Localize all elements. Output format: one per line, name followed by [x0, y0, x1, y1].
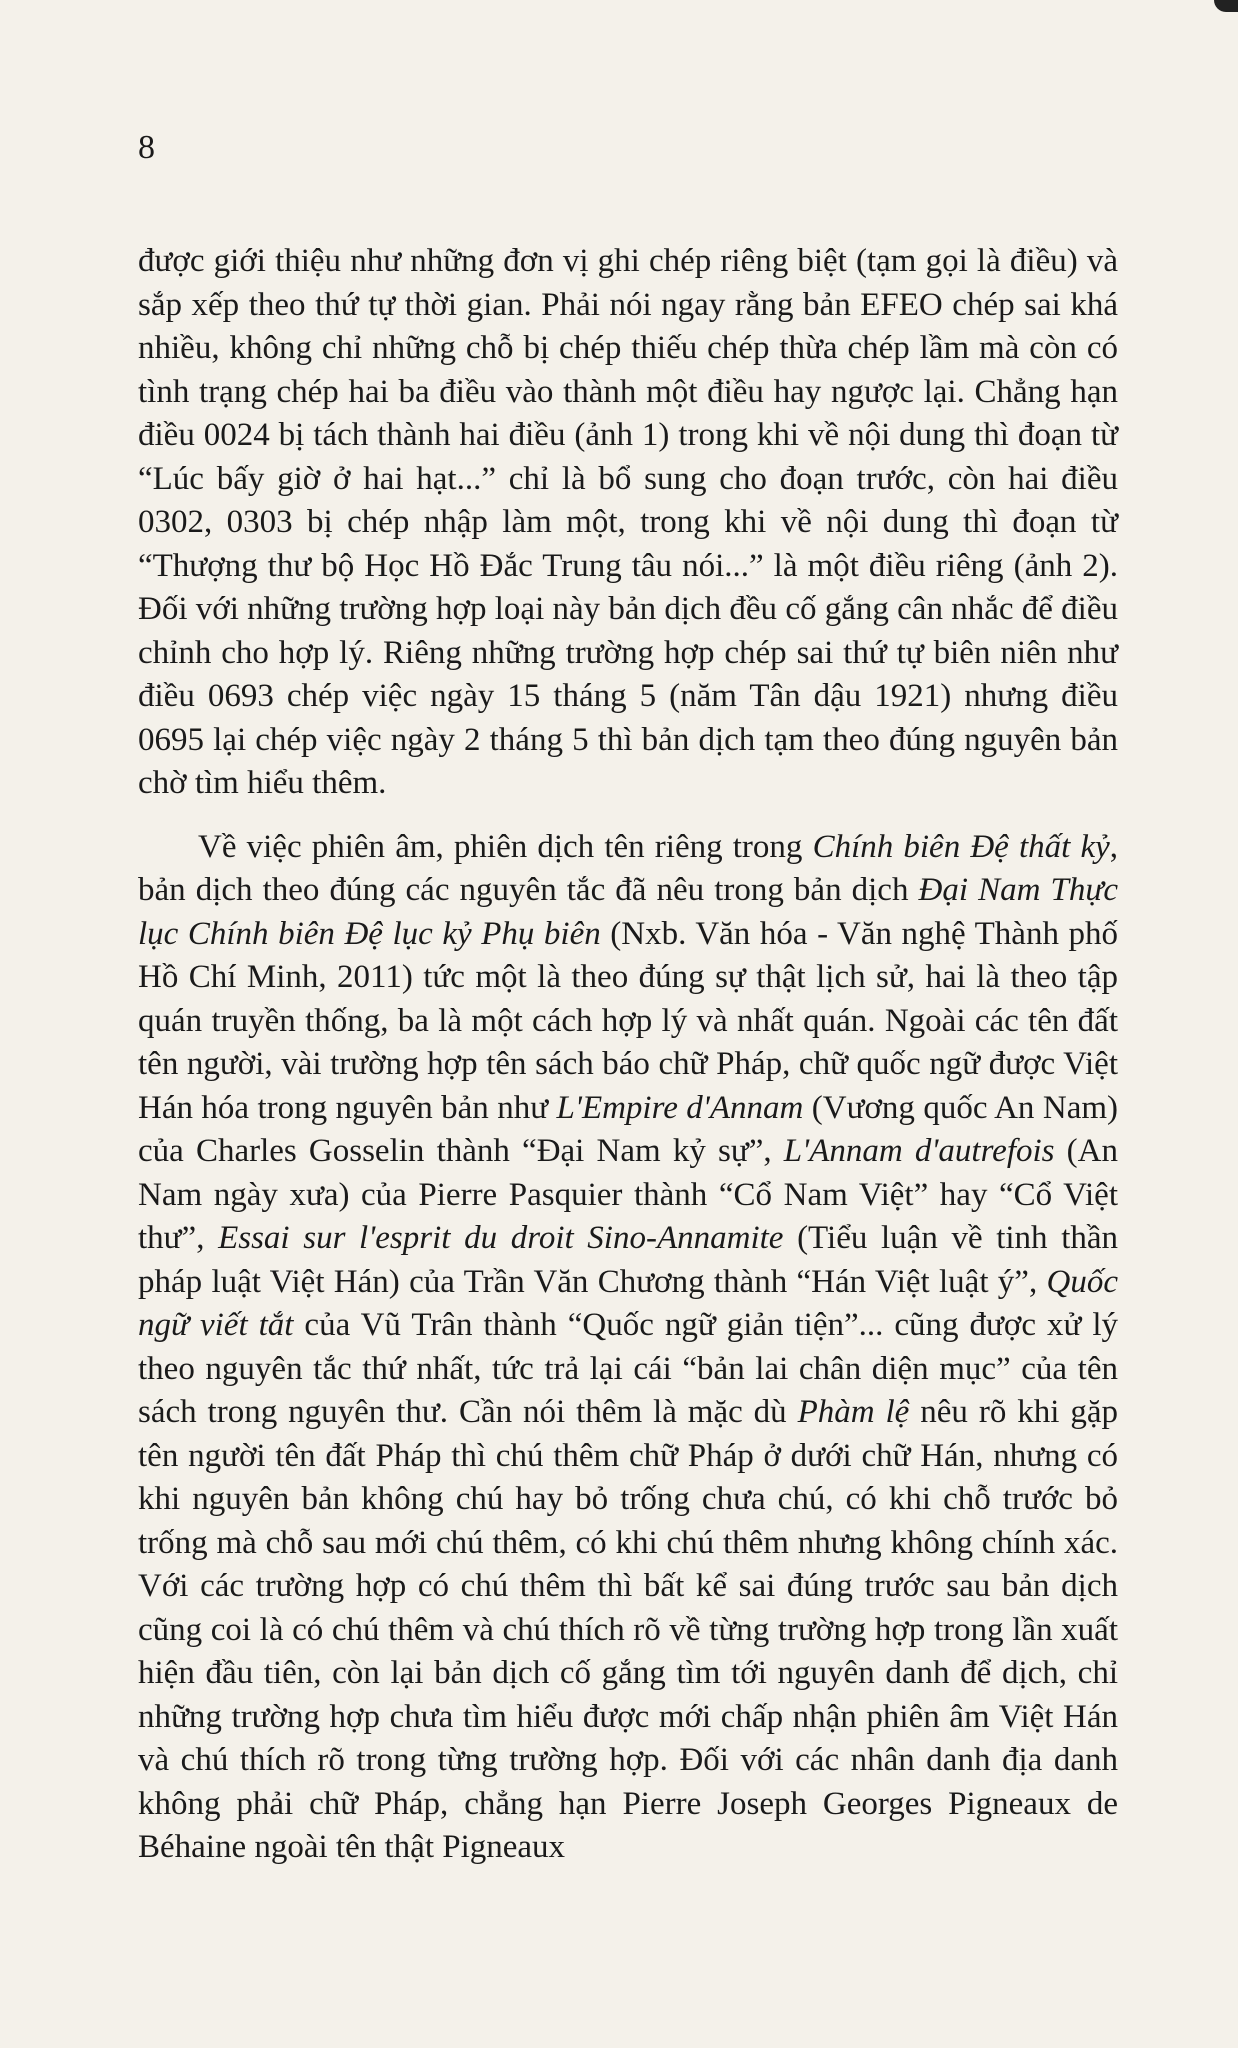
italic-title-text: Chính biên Đệ thất kỷ [812, 828, 1110, 865]
body-text-run: (Tiểu luận về tinh thần pháp luật Việt Hán) của Trần Văn Chương thành “Hán Việt luật ý”, [138, 1220, 1119, 1300]
page-number: 8 [138, 129, 155, 166]
body-text-run: (An Nam ngày xưa) của Pierre Pasquier thành “Cổ Nam Việt” hay “Cổ Việt thư”, [138, 1133, 1118, 1256]
italic-title-text: Quốc ngữ viết tắt [138, 1263, 1118, 1343]
body-text-run: nêu rõ khi gặp tên người tên đất Pháp thì chú thêm chữ Pháp ở dưới chữ Hán, nhưng có khi nguyên bản không chú hay bỏ trống chưa chú, có khi chỗ trước bỏ trống mà chỗ sau mới chú thêm, có khi chú thêm nhưng không chính xác. Với các trường hợp có chú thêm thì bất kể sai đúng trước sau bản dịch cũng coi là có chú thêm và chú thích rõ về từng trường hợp trong lần xuất hiện đầu tiên, còn lại bản dịch cố gắng tìm tới nguyên danh để dịch, chỉ những trường hợp chưa tìm hiểu được mới chấp nhận phiên âm Việt Hán và chú thích rõ trong từng trường hợp. Đối với các nhân danh địa danh không phải chữ Pháp, chẳng hạn Pierre Joseph Georges Pigneaux de Béhaine ngoài tên thật Pigneaux [138, 1394, 1118, 1865]
italic-title-text: L'Empire d'Annam [556, 1089, 804, 1126]
paragraph-1 [138, 240, 1118, 806]
body-text-run: được giới thiệu như những đơn vị ghi chép riêng biệt (tạm gọi là điều) và sắp xếp theo thứ tự thời gian. Phải nói ngay rằng bản EFEO chép sai khá nhiều, không chỉ những chỗ bị chép thiếu chép thừa chép lầm mà còn có tình trạng chép hai ba điều vào thành một điều hay ngược lại. Chẳng hạn điều 0024 bị tách thành hai điều (ảnh 1) trong khi về nội dung thì đoạn từ “Lúc bấy giờ ở hai hạt...” chỉ là bổ sung cho đoạn trước, còn hai điều 0302, 0303 bị chép nhập làm một, trong khi về nội dung thì đoạn từ “Thượng thư bộ Học Hồ Đắc Trung tâu nói...” là một điều riêng (ảnh 2). Đối với những trường hợp loại này bản dịch đều cố gắng cân nhắc để điều chỉnh cho hợp lý. Riêng những trường hợp chép sai thứ tự biên niên như điều 0693 chép việc ngày 15 tháng 5 (năm Tân dậu 1921) nhưng điều 0695 lại chép việc ngày 2 tháng 5 thì bản dịch tạm theo đúng nguyên bản chờ tìm hiểu thêm. [138, 243, 1118, 801]
italic-title-text: Đại Nam Thực lục Chính biên Đệ lục kỷ Phụ biên [138, 872, 1119, 952]
body-text-run: Về việc phiên âm, phiên dịch tên riêng trong [198, 828, 813, 865]
scan-corner-mark [1214, 0, 1238, 12]
italic-title-text: Essai sur l'esprit du droit Sino-Annamite [218, 1220, 784, 1256]
italic-title-text: Phàm lệ [797, 1394, 910, 1430]
body-text-run: , bản dịch theo đúng các nguyên tắc đã nêu trong bản dịch [138, 828, 1119, 908]
body-text-run: (Nxb. Văn hóa - Văn nghệ Thành phố Hồ Chí Minh, 2011) tức một là theo đúng sự thật lịch sử, hai là theo tập quán truyền thống, ba là một cách hợp lý và nhất quán. Ngoài các tên đất tên người, vài trường hợp tên sách báo chữ Pháp, chữ quốc ngữ được Việt Hán hóa trong nguyên bản như [138, 915, 1119, 1126]
body-text-run: của Vũ Trân thành “Quốc ngữ giản tiện”... cũng được xử lý theo nguyên tắc thứ nhất, tức trả lại cái “bản lai chân diện mục” của tên sách trong nguyên thư. Cần nói thêm là mặc dù [138, 1307, 1118, 1430]
body-text-run: (Vương quốc An Nam) của Charles Gosselin thành “Đại Nam kỷ sự”, [138, 1089, 1118, 1169]
italic-title-text: L'Annam d'autrefois [783, 1133, 1055, 1169]
paragraph-2 [138, 826, 1118, 1870]
body-text [138, 240, 1118, 1870]
